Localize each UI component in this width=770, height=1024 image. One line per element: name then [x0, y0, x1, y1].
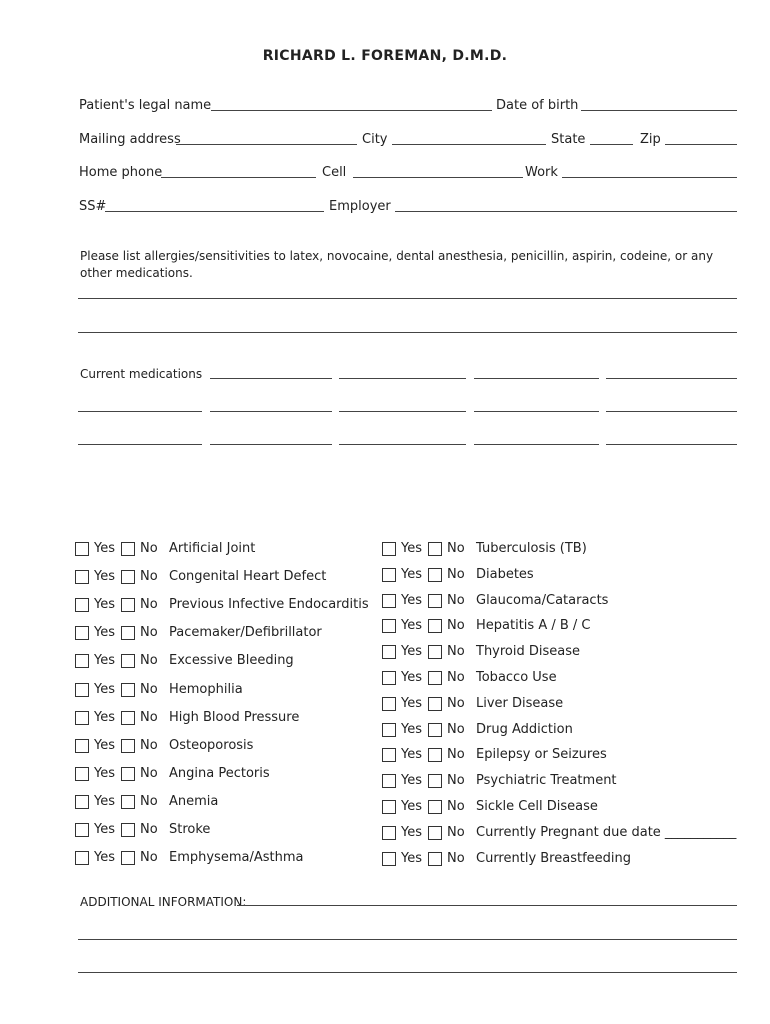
yes-checkbox[interactable] — [382, 774, 396, 788]
additional-info-line[interactable] — [78, 972, 737, 973]
state-label: State — [551, 132, 586, 147]
medication-line[interactable] — [474, 411, 599, 412]
no-checkbox[interactable] — [121, 795, 135, 809]
condition-label: Epilepsy or Seizures — [476, 747, 607, 763]
dob-label: Date of birth — [496, 98, 579, 113]
no-checkbox[interactable] — [121, 823, 135, 837]
no-checkbox[interactable] — [428, 619, 442, 633]
work-label: Work — [525, 165, 558, 180]
medication-line[interactable] — [474, 444, 599, 445]
medication-line[interactable] — [78, 411, 202, 412]
employer-field[interactable] — [395, 211, 737, 212]
yes-checkbox[interactable] — [382, 852, 396, 866]
yes-checkbox[interactable] — [382, 671, 396, 685]
yes-label: Yes — [401, 566, 422, 582]
no-checkbox[interactable] — [428, 594, 442, 608]
condition-label: Pacemaker/Defibrillator — [169, 625, 322, 641]
yes-checkbox[interactable] — [382, 697, 396, 711]
yes-checkbox[interactable] — [75, 654, 89, 668]
yes-label: Yes — [94, 737, 115, 753]
yes-checkbox[interactable] — [382, 619, 396, 633]
allergies-prompt: Please list allergies/sensitivities to latex, novocaine, dental anesthesia, penicillin, aspirin, codeine, or any other medications. — [80, 249, 714, 280]
medication-line[interactable] — [606, 411, 737, 412]
no-checkbox[interactable] — [121, 851, 135, 865]
medication-line[interactable] — [210, 411, 332, 412]
yes-label: Yes — [94, 569, 115, 585]
no-label: No — [447, 695, 465, 711]
medication-line[interactable] — [474, 378, 599, 379]
no-label: No — [447, 592, 465, 608]
no-label: No — [447, 618, 465, 634]
no-label: No — [140, 822, 158, 837]
no-checkbox[interactable] — [428, 542, 442, 556]
no-checkbox[interactable] — [428, 697, 442, 711]
no-label: No — [447, 566, 465, 582]
yes-checkbox[interactable] — [382, 542, 396, 556]
condition-label: Stroke — [169, 822, 211, 837]
no-checkbox[interactable] — [121, 654, 135, 668]
no-checkbox[interactable] — [121, 739, 135, 753]
no-checkbox[interactable] — [428, 826, 442, 840]
yes-checkbox[interactable] — [75, 626, 89, 640]
yes-checkbox[interactable] — [75, 795, 89, 809]
additional-info-line[interactable] — [237, 905, 737, 906]
no-label: No — [140, 541, 158, 556]
yes-label: Yes — [401, 824, 422, 840]
yes-checkbox[interactable] — [75, 683, 89, 697]
yes-label: Yes — [94, 653, 115, 669]
no-checkbox[interactable] — [428, 568, 442, 582]
no-checkbox[interactable] — [428, 774, 442, 788]
additional-info-label: ADDITIONAL INFORMATION: — [80, 895, 247, 909]
no-checkbox[interactable] — [428, 671, 442, 685]
work-field[interactable] — [562, 177, 737, 178]
allergies-line[interactable] — [78, 298, 737, 299]
no-checkbox[interactable] — [428, 852, 442, 866]
no-label: No — [140, 569, 158, 585]
yes-checkbox[interactable] — [75, 739, 89, 753]
no-checkbox[interactable] — [428, 723, 442, 737]
yes-label: Yes — [94, 709, 115, 725]
cell-label: Cell — [322, 165, 347, 180]
condition-label: Thyroid Disease — [476, 644, 581, 660]
no-label: No — [140, 765, 158, 781]
yes-checkbox[interactable] — [75, 542, 89, 556]
condition-label: Tuberculosis (TB) — [476, 541, 587, 556]
city-label: City — [362, 132, 388, 147]
yes-checkbox[interactable] — [75, 767, 89, 781]
yes-checkbox[interactable] — [382, 748, 396, 762]
condition-label: Anemia — [169, 793, 219, 809]
condition-label: Angina Pectoris — [169, 765, 270, 781]
cell-field[interactable] — [353, 177, 523, 178]
yes-checkbox[interactable] — [382, 645, 396, 659]
yes-label: Yes — [401, 670, 422, 685]
allergies-line[interactable] — [78, 332, 737, 333]
condition-label: Artificial Joint — [169, 541, 256, 556]
condition-label: Hepatitis A / B / C — [476, 618, 591, 634]
medication-line[interactable] — [339, 444, 466, 445]
medication-line[interactable] — [210, 378, 332, 379]
yes-label: Yes — [401, 541, 422, 556]
yes-checkbox[interactable] — [382, 723, 396, 737]
yes-label: Yes — [401, 799, 422, 814]
no-checkbox[interactable] — [121, 711, 135, 725]
no-label: No — [140, 625, 158, 641]
no-label: No — [447, 747, 465, 763]
yes-label: Yes — [94, 681, 115, 697]
yes-checkbox[interactable] — [382, 568, 396, 582]
yes-label: Yes — [401, 592, 422, 608]
yes-checkbox[interactable] — [382, 826, 396, 840]
mailing-address-field[interactable] — [176, 144, 357, 145]
yes-checkbox[interactable] — [75, 823, 89, 837]
condition-label: Previous Infective Endocarditis — [169, 597, 369, 613]
no-label: No — [140, 709, 158, 725]
condition-label: Currently Pregnant due date ___________ — [476, 824, 737, 840]
yes-label: Yes — [401, 850, 422, 866]
no-label: No — [447, 799, 465, 814]
condition-label: Diabetes — [476, 566, 534, 582]
medication-line[interactable] — [78, 444, 202, 445]
zip-field[interactable] — [665, 144, 737, 145]
medications-label: Current medications — [80, 367, 203, 381]
no-checkbox[interactable] — [121, 767, 135, 781]
yes-label: Yes — [401, 618, 422, 634]
no-checkbox[interactable] — [121, 542, 135, 556]
no-label: No — [140, 737, 158, 753]
yes-label: Yes — [94, 597, 115, 613]
no-label: No — [447, 670, 465, 685]
yes-checkbox[interactable] — [382, 800, 396, 814]
city-field[interactable] — [392, 144, 546, 145]
no-checkbox[interactable] — [428, 645, 442, 659]
zip-label: Zip — [640, 132, 661, 147]
legal-name-field[interactable] — [211, 110, 492, 111]
employer-label: Employer — [329, 199, 391, 214]
yes-checkbox[interactable] — [75, 711, 89, 725]
condition-label: Currently Breastfeeding — [476, 850, 632, 866]
page-title: RICHARD L. FOREMAN, D.M.D. — [262, 48, 508, 64]
yes-label: Yes — [94, 765, 115, 781]
yes-checkbox[interactable] — [75, 570, 89, 584]
condition-label: Hemophilia — [169, 681, 243, 697]
dob-field[interactable] — [581, 110, 737, 111]
yes-label: Yes — [401, 747, 422, 763]
yes-label: Yes — [401, 644, 422, 660]
no-checkbox[interactable] — [121, 626, 135, 640]
no-checkbox[interactable] — [428, 800, 442, 814]
ssn-label: SS# — [79, 199, 107, 214]
no-checkbox[interactable] — [121, 683, 135, 697]
yes-label: Yes — [401, 695, 422, 711]
yes-label: Yes — [94, 822, 115, 837]
condition-label: Emphysema/Asthma — [169, 850, 304, 866]
medication-line[interactable] — [606, 444, 737, 445]
home-phone-field[interactable] — [161, 177, 316, 178]
medication-line[interactable] — [210, 444, 332, 445]
medication-line[interactable] — [606, 378, 737, 379]
no-label: No — [140, 681, 158, 697]
no-label: No — [140, 597, 158, 613]
condition-label: Congenital Heart Defect — [169, 569, 327, 585]
no-label: No — [447, 644, 465, 660]
no-checkbox[interactable] — [121, 570, 135, 584]
yes-label: Yes — [94, 625, 115, 641]
ssn-field[interactable] — [105, 211, 324, 212]
yes-label: Yes — [94, 541, 115, 556]
no-label: No — [140, 653, 158, 669]
yes-label: Yes — [94, 793, 115, 809]
no-label: No — [140, 793, 158, 809]
no-checkbox[interactable] — [428, 748, 442, 762]
no-label: No — [447, 721, 465, 737]
medication-line[interactable] — [339, 378, 466, 379]
no-label: No — [447, 541, 465, 556]
condition-label: High Blood Pressure — [169, 709, 300, 725]
mailing-address-label: Mailing address — [79, 132, 181, 147]
yes-checkbox[interactable] — [382, 594, 396, 608]
no-label: No — [447, 773, 465, 789]
state-field[interactable] — [590, 144, 633, 145]
additional-info-line[interactable] — [78, 939, 737, 940]
home-phone-label: Home phone — [79, 165, 163, 180]
condition-label: Excessive Bleeding — [169, 653, 294, 669]
no-label: No — [140, 850, 158, 866]
legal-name-label: Patient's legal name — [79, 98, 212, 113]
no-label: No — [447, 824, 465, 840]
no-label: No — [447, 850, 465, 866]
condition-label: Sickle Cell Disease — [476, 799, 598, 814]
condition-label: Tobacco Use — [476, 670, 557, 685]
yes-label: Yes — [94, 850, 115, 866]
medication-line[interactable] — [339, 411, 466, 412]
yes-label: Yes — [401, 773, 422, 789]
condition-label: Osteoporosis — [169, 737, 254, 753]
condition-label: Liver Disease — [476, 695, 564, 711]
yes-label: Yes — [401, 721, 422, 737]
no-checkbox[interactable] — [121, 598, 135, 612]
condition-label: Psychiatric Treatment — [476, 773, 617, 789]
yes-checkbox[interactable] — [75, 598, 89, 612]
yes-checkbox[interactable] — [75, 851, 89, 865]
condition-label: Glaucoma/Cataracts — [476, 592, 609, 608]
condition-label: Drug Addiction — [476, 721, 573, 737]
